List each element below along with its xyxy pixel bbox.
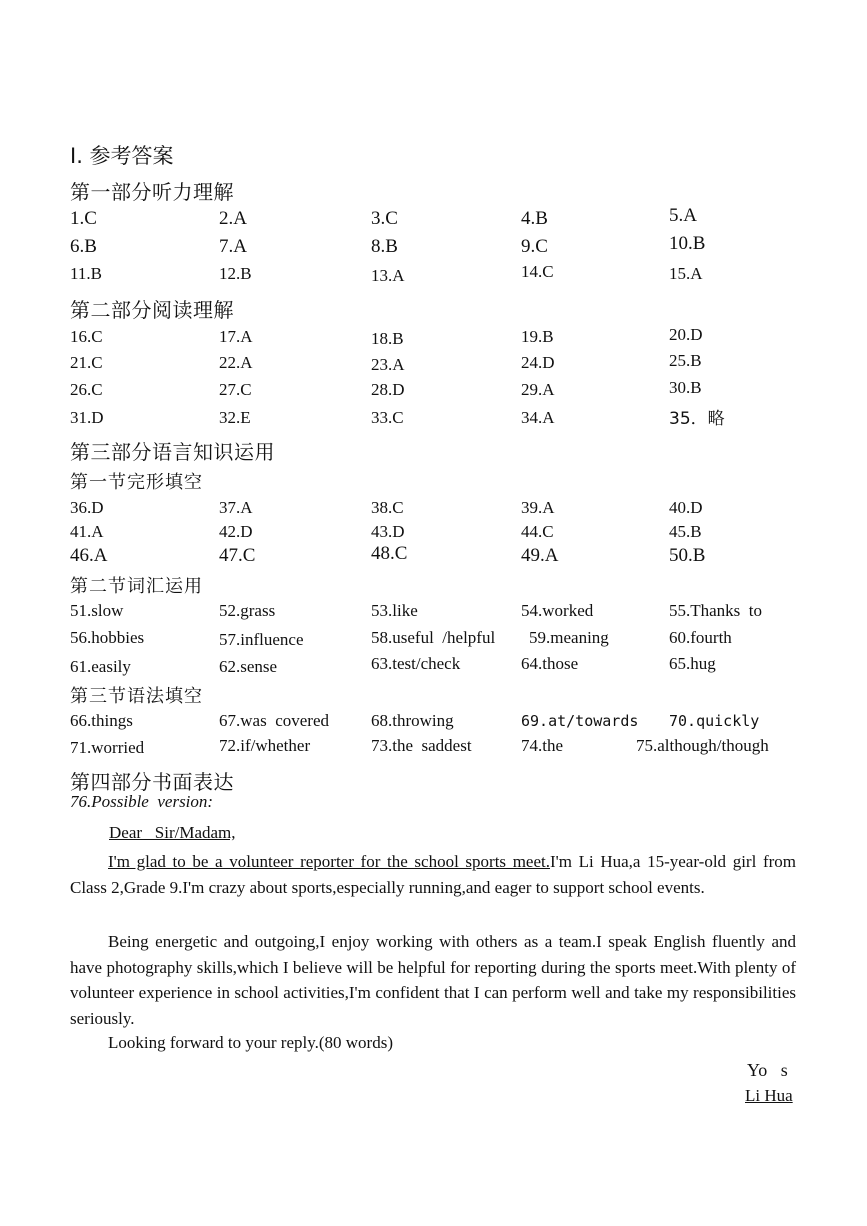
- answer: 6.B: [70, 236, 97, 257]
- vocab-row-1: [0, 601, 867, 627]
- answer: 26.C: [70, 380, 103, 399]
- vocab-row-2: [0, 628, 867, 654]
- answer: 43.D: [371, 522, 405, 541]
- letter-paragraph-1: [70, 849, 796, 900]
- letter-paragraph-3: Looking forward to your reply.(80 words): [108, 1033, 393, 1052]
- part3-sec1-heading: 第一节完形填空: [70, 472, 203, 493]
- answer: 34.A: [521, 408, 555, 427]
- answer: 59.meaning: [529, 628, 609, 647]
- answer: 39.A: [521, 498, 555, 517]
- answer: 20.D: [669, 325, 703, 344]
- part3-heading: 第三部分语言知识运用: [70, 440, 275, 464]
- part3-sec3-heading: 第三节语法填空: [70, 686, 203, 707]
- answer: 14.C: [521, 262, 554, 281]
- answer: 7.A: [219, 236, 247, 257]
- answer: 72.if/whether: [219, 736, 311, 755]
- grammar-row-2: [0, 736, 867, 762]
- answer: 30.B: [669, 378, 702, 397]
- answer: 2.A: [219, 208, 247, 229]
- part2-row-3: [0, 380, 867, 406]
- answer: 67.was covered: [219, 711, 329, 730]
- part2-heading: 第二部分阅读理解: [70, 298, 234, 322]
- answer: 71.worried: [70, 738, 145, 757]
- answer: 33.C: [371, 408, 404, 427]
- part3-sec2-heading: 第二节词汇运用: [70, 576, 203, 597]
- answer: 23.A: [371, 355, 405, 374]
- answer: 12.B: [219, 264, 252, 283]
- answer: 19.B: [521, 327, 554, 346]
- answer: 28.D: [371, 380, 405, 399]
- part1-heading: 第一部分听力理解: [70, 180, 234, 204]
- answer: 16.C: [70, 327, 103, 346]
- answer: 42.D: [219, 522, 253, 541]
- answer: 21.C: [70, 353, 103, 372]
- answer: 57.influence: [219, 630, 304, 649]
- cloze-row-1: [0, 498, 867, 524]
- answer: 11.B: [70, 264, 102, 283]
- answer: 51.slow: [70, 601, 124, 620]
- part4-heading: 第四部分书面表达: [70, 770, 234, 794]
- answer: 38.C: [371, 498, 404, 517]
- answer: 24.D: [521, 353, 555, 372]
- answer: 29.A: [521, 380, 555, 399]
- answer: 3.C: [371, 208, 398, 229]
- part2-row-1: [0, 327, 867, 353]
- answer: 62.sense: [219, 657, 278, 676]
- answer: 18.B: [371, 329, 404, 348]
- part1-row-1: [0, 205, 867, 234]
- answer: 74.the: [521, 736, 564, 755]
- answer: 64.those: [521, 654, 579, 673]
- answer: 65.hug: [669, 654, 716, 673]
- answer: 61.easily: [70, 657, 131, 676]
- grammar-row-1: [0, 711, 867, 737]
- answer: 4.B: [521, 208, 548, 229]
- answer: 70.quickly: [669, 712, 760, 730]
- vocab-row-3: [0, 654, 867, 680]
- answer: 25.B: [669, 351, 702, 370]
- answer: 47.C: [219, 545, 256, 566]
- answer: 13.A: [371, 266, 405, 285]
- answer: 10.B: [669, 233, 706, 254]
- answer: 36.D: [70, 498, 104, 517]
- answer: 63.test/check: [371, 654, 461, 673]
- answer: 46.A: [70, 545, 108, 566]
- answer: 15.A: [669, 264, 703, 283]
- part2-row-4: [0, 408, 867, 434]
- letter-paragraph-2: Being energetic and outgoing,I enjoy working with others as a team.I speak English fluently and have photography skills,which I believe will be helpful for reporting during the sports meet.With plenty of volunteer experience in school activities,I'm confident that I can perform well and take my responsibilities seriously.: [70, 932, 796, 1028]
- answer: 73.the saddest: [371, 736, 472, 755]
- answer: 49.A: [521, 545, 559, 566]
- answer: 41.A: [70, 522, 104, 541]
- answer: 52.grass: [219, 601, 276, 620]
- answer: 66.things: [70, 711, 133, 730]
- answer: 69.at/towards: [521, 712, 639, 730]
- letter-paragraph-1-rest: I'm Li Hua,a 15-year-old girl from Class 2,Grade 9.I'm crazy about sports,especially running,and eager to support school events.: [70, 852, 796, 897]
- answer: 35．略: [669, 409, 725, 429]
- answer: 44.C: [521, 522, 554, 541]
- answer: 55.Thanks to: [669, 601, 763, 620]
- answer: 31.D: [70, 408, 104, 427]
- essay-label: 76.Possible version:: [70, 792, 214, 811]
- answer: 9.C: [521, 236, 548, 257]
- cloze-row-3: [0, 545, 867, 571]
- answer: 27.C: [219, 380, 252, 399]
- answer: 48.C: [371, 543, 408, 564]
- answer: 60.fourth: [669, 628, 732, 647]
- letter-closing: Yo s: [747, 1060, 788, 1080]
- answer: 53.like: [371, 601, 418, 620]
- answer: 56.hobbies: [70, 628, 145, 647]
- part1-row-3: [0, 264, 867, 290]
- part1-row-2: [0, 233, 867, 262]
- answer: 22.A: [219, 353, 253, 372]
- answer: 58.useful /helpful: [371, 628, 496, 647]
- answer: 68.throwing: [371, 711, 454, 730]
- answer: 1.C: [70, 208, 97, 229]
- letter-signature: Li Hua: [745, 1086, 793, 1105]
- letter-opening-sentence: I'm glad to be a volunteer reporter for the school sports meet.: [108, 852, 550, 871]
- answer: 75.although/though: [636, 736, 769, 755]
- part2-row-2: [0, 353, 867, 379]
- answer: 37.A: [219, 498, 253, 517]
- letter-salutation: Dear Sir/Madam,: [109, 823, 236, 842]
- answer: 50.B: [669, 545, 706, 566]
- answer: 17.A: [219, 327, 253, 346]
- answer: 5.A: [669, 205, 697, 226]
- answer: 40.D: [669, 498, 703, 517]
- answer: 54.worked: [521, 601, 594, 620]
- answer: 32.E: [219, 408, 251, 427]
- answer: 45.B: [669, 522, 702, 541]
- answer: 8.B: [371, 236, 398, 257]
- page-title: I. 参考答案: [70, 144, 174, 168]
